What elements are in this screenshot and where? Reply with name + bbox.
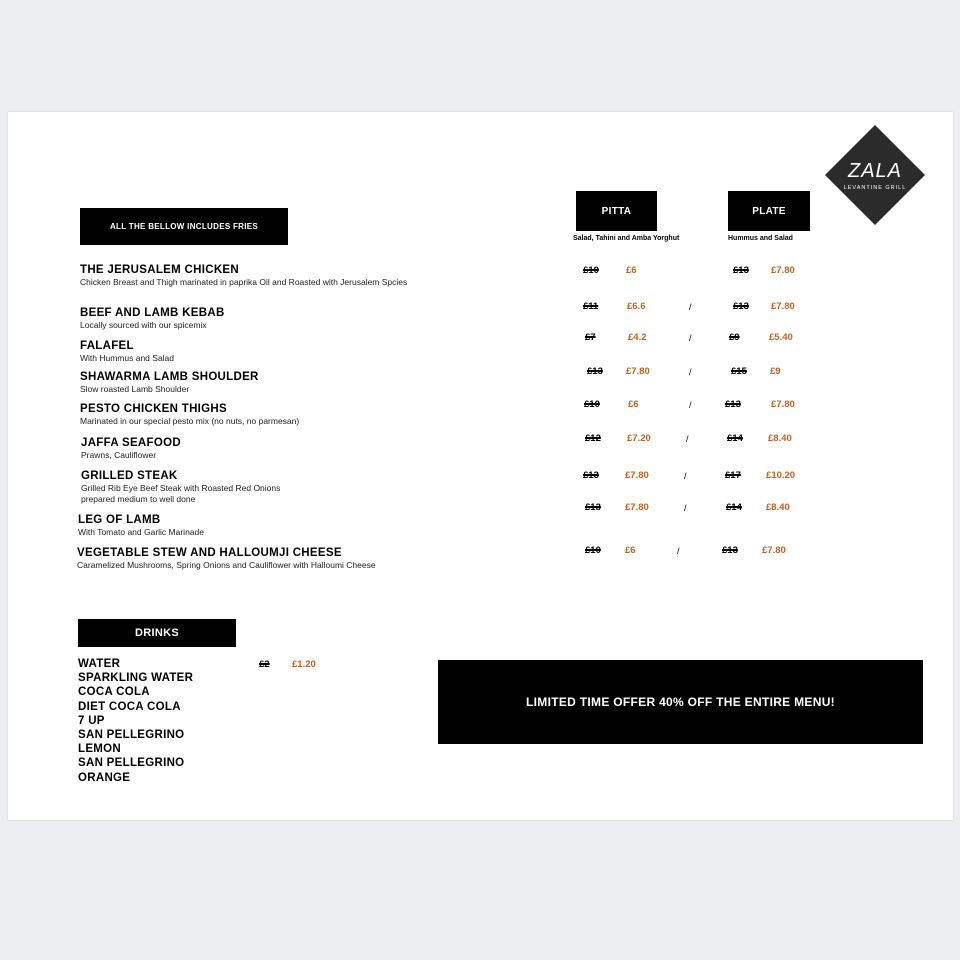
menu-item (80, 264, 430, 288)
zala-logo (825, 125, 915, 215)
menu-item-description: Marinated in our special pesto mix (no nuts, no parmesan) (80, 416, 300, 426)
drink-item: DIET COCA COLA (78, 700, 181, 713)
menu-item (78, 514, 204, 538)
pitta-new-price: £4.2 (628, 332, 647, 343)
plate-new-price: £7.80 (771, 301, 795, 312)
pitta-old-price: £7 (585, 332, 596, 343)
pitta-old-price: £10 (583, 265, 599, 276)
drink-item: COCA COLA (78, 686, 150, 699)
menu-item (80, 340, 174, 364)
pitta-old-price: £10 (585, 545, 601, 556)
drink-item: LEMON (78, 743, 122, 756)
plate-old-price: £13 (733, 301, 749, 312)
plate-column-header: PLATE (728, 191, 810, 231)
menu-item-name: PESTO CHICKEN THIGHS (80, 403, 227, 415)
menu-item-description: Grilled Rib Eye Beef Steak with Roasted Red Onions (81, 483, 281, 493)
plate-new-price: £10.20 (766, 470, 796, 481)
drinks-old-price: £2 (259, 659, 270, 670)
limited-offer-banner: LIMITED TIME OFFER 40% OFF THE ENTIRE MENU! (438, 660, 923, 744)
pitta-new-price: £7.80 (626, 366, 650, 377)
plate-old-price: £13 (725, 399, 741, 410)
price-separator: / (684, 503, 687, 513)
menu-item-description: Prawns, Cauliflower (81, 450, 157, 460)
menu-item-name: BEEF AND LAMB KEBAB (80, 307, 225, 319)
menu-item-description-line2: prepared medium to well done (81, 494, 196, 504)
drink-item: WATER (78, 658, 121, 670)
pitta-old-price: £12 (585, 433, 601, 444)
plate-old-price: £14 (727, 433, 743, 444)
menu-item-name: SHAWARMA LAMB SHOULDER (80, 371, 259, 383)
price-separator: / (686, 434, 689, 444)
pitta-old-price: £13 (583, 470, 599, 481)
pitta-old-price: £11 (583, 301, 599, 312)
pitta-old-price: £13 (587, 366, 603, 377)
pitta-new-price: £6 (626, 265, 637, 276)
price-separator: / (689, 302, 692, 312)
menu-item-name: FALAFEL (80, 340, 134, 352)
drink-item: ORANGE (78, 771, 131, 784)
drinks-new-price: £1.20 (292, 659, 316, 670)
menu-item-description: Slow roasted Lamb Shoulder (80, 384, 190, 394)
plate-old-price: £13 (733, 265, 749, 276)
drink-item: 7 UP (78, 714, 105, 727)
menu-item-description: Caramelized Mushrooms, Spring Onions and Cauliflower with Halloumi Cheese (77, 560, 376, 570)
menu-item (81, 470, 280, 505)
drinks-banner: DRINKS (78, 619, 236, 647)
menu-item (81, 437, 181, 461)
logo-tagline-text: LEVANTINE GRILL (843, 185, 907, 191)
menu-item-name: GRILLED STEAK (81, 470, 178, 482)
menu-item-description: With Hummus and Salad (80, 353, 175, 363)
pitta-new-price: £7.80 (625, 502, 649, 513)
pitta-old-price: £10 (584, 399, 600, 410)
pitta-new-price: £6 (625, 545, 636, 556)
menu-item-name: VEGETABLE STEW AND HALLOUMJI CHEESE (77, 547, 342, 559)
drinks-list (78, 657, 193, 785)
price-separator: / (684, 471, 687, 481)
price-separator: / (689, 367, 692, 377)
menu-item-name: LEG OF LAMB (78, 514, 161, 526)
plate-new-price: £8.40 (768, 433, 792, 444)
pitta-new-price: £7.20 (627, 433, 651, 444)
plate-old-price: £14 (726, 502, 742, 513)
pitta-column-subtitle: Salad, Tahini and Amba Yorghut (573, 235, 680, 242)
plate-new-price: £9 (770, 366, 781, 377)
pitta-new-price: £7.80 (625, 470, 649, 481)
pitta-new-price: £6.6 (627, 301, 646, 312)
plate-old-price: £9 (729, 332, 740, 343)
plate-old-price: £17 (725, 470, 741, 481)
menu-sheet (8, 112, 953, 820)
menu-item-name: THE JERUSALEM CHICKEN (80, 264, 240, 276)
menu-item (80, 371, 259, 395)
price-separator: / (689, 333, 692, 343)
plate-old-price: £13 (722, 545, 738, 556)
price-separator: / (677, 546, 680, 556)
menu-item (77, 547, 376, 571)
menu-item (80, 403, 299, 427)
menu-item (80, 307, 225, 331)
plate-new-price: £7.80 (762, 545, 786, 556)
price-separator: / (689, 400, 692, 410)
pitta-new-price: £6 (628, 399, 639, 410)
drink-item: SAN PELLEGRINO (78, 729, 185, 742)
plate-new-price: £7.80 (771, 399, 795, 410)
plate-new-price: £8.40 (766, 502, 790, 513)
logo-brand-text: ZALA (847, 160, 903, 182)
plate-old-price: £15 (731, 366, 747, 377)
pitta-column-header: PITTA (576, 191, 657, 231)
plate-new-price: £5.40 (769, 332, 793, 343)
includes-fries-banner: ALL THE BELLOW INCLUDES FRIES (80, 208, 288, 245)
drink-item: SAN PELLEGRINO (78, 757, 185, 770)
drink-item: SPARKLING WATER (78, 672, 194, 685)
plate-new-price: £7.80 (771, 265, 795, 276)
menu-item-description: Chicken Breast and Thigh marinated in paprika Oil and Roasted with Jerusalem Spcies (80, 277, 408, 287)
menu-item-description: Locally sourced with our spicemix (80, 320, 207, 330)
plate-column-subtitle: Hummus and Salad (728, 235, 793, 242)
menu-item-name: JAFFA SEAFOOD (81, 437, 181, 449)
menu-item-description: With Tomato and Garlic Marinade (78, 527, 204, 537)
pitta-old-price: £13 (585, 502, 601, 513)
